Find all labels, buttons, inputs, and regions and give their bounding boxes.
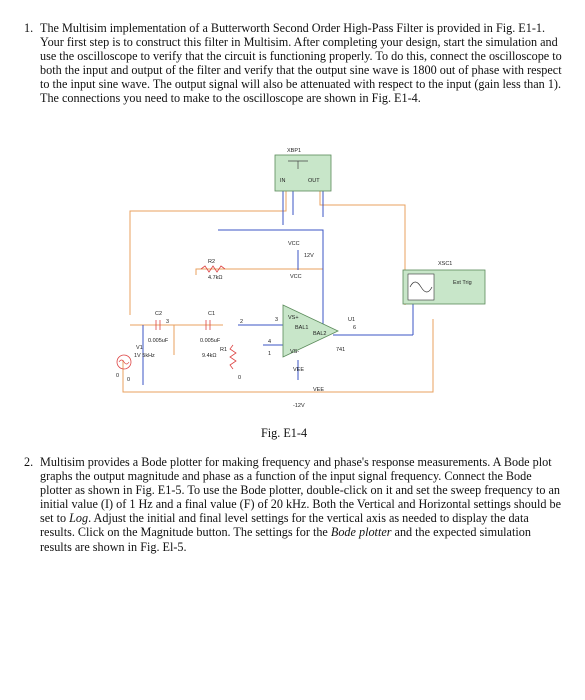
bal1-label: BAL1 (295, 325, 309, 331)
u1-label: U1 (348, 317, 356, 323)
bode-plotter-term: Bode plotter (330, 525, 392, 540)
question-2-text-b: . Adjust the initial and final level settings for the vertical axis as needed to display the data results. Click on the Magnitude button. The settings for the (40, 511, 529, 540)
figure-caption: Fig. E1-4 (261, 426, 308, 440)
node-0c-label: 0 (238, 375, 242, 381)
vcc-pin-label: VCC (290, 274, 302, 280)
node-2-label: 2 (240, 319, 244, 325)
r1-value: 9.4kΩ (202, 353, 217, 359)
node-0b-label: 0 (116, 373, 120, 379)
xbp1-label: XBP1 (287, 148, 302, 154)
v-neg12-label: -12V (293, 403, 305, 409)
node-1-label: 1 (268, 351, 272, 357)
ext-trig-label: Ext Trig (453, 280, 472, 286)
r2-value: 4.7kΩ (208, 275, 223, 281)
node-4-label: 4 (268, 339, 272, 345)
question-1 (24, 21, 565, 106)
part-label: 741 (336, 347, 346, 353)
node-6-label: 6 (353, 325, 357, 331)
r2-label: R2 (208, 259, 216, 265)
vee-pin-label: VEE (293, 367, 305, 373)
c2-value: 0.005uF (148, 338, 169, 344)
v1-value: 1V 5kHz (134, 353, 155, 359)
question-1-text: The Multisim implementation of a Butterworth Second Order High-Pass Filter is provided in Fig. E1-1. Your first step is to construct this filter in Multisim. After completing your design, start the simulation and use the oscilloscope to verify that the circuit is functioning properly. To do this, connect the oscilloscope to both the input and output of the filter and verify that the output sine wave is 1800 out of phase with respect to the input sine wave. The output signal will also be attenuated with respect to the input (gain less than 1). The connections you need to make to the oscilloscope are shown in Fig. E1-4. (40, 21, 562, 106)
circuit-figure (108, 145, 508, 430)
question-2-number: 2. (24, 455, 34, 469)
node-3b-label: 3 (275, 317, 279, 323)
c2-label: C2 (155, 311, 163, 317)
bode-plotter-xbp1 (275, 148, 331, 191)
v12-label: 12V (304, 253, 314, 259)
node-0a-label: 0 (127, 377, 131, 383)
c1-label: C1 (208, 311, 216, 317)
r1-label: R1 (220, 347, 228, 353)
xsc1-label: XSC1 (438, 261, 453, 267)
log-term: Log (69, 511, 89, 526)
question-2 (24, 455, 565, 554)
bal2-label: BAL2 (313, 331, 327, 337)
c1-value: 0.005uF (200, 338, 221, 344)
question-2-text-a: Multisim provides a Bode plotter for making frequency and phase's response measurements. A Bode plot graphs the output magnitude and phase as a function of the input signal frequency. Connect the Bode plotter as shown in Fig. E1-5. To use the Bode plotter, double-click on it and set the sweep frequency to an initial value (I) of 1 Hz and a final value (F) of 20 kHz. Both the Vertical and Horizontal settings should be set to (40, 455, 561, 526)
node-3-label: 3 (166, 319, 170, 325)
vcc-label: VCC (288, 241, 300, 247)
question-2-text-c: and the expected simulation results are shown in Fig. El-5. (40, 525, 531, 554)
vs-minus-label: VS- (290, 349, 300, 355)
vee-label: VEE (313, 387, 325, 393)
vs-plus-label: VS+ (288, 315, 299, 321)
question-1-number: 1. (24, 21, 34, 35)
xbp1-out-label: OUT (308, 178, 320, 184)
xbp1-in-label: IN (280, 178, 286, 184)
v1-label: V1 (136, 345, 143, 351)
question-2-text (40, 455, 565, 554)
